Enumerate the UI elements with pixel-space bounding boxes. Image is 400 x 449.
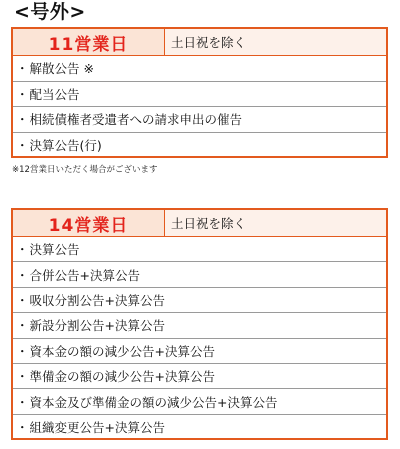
- bullet: ・: [16, 343, 29, 359]
- list-item: [13, 82, 386, 108]
- bullet: ・: [16, 394, 29, 410]
- list-item: [13, 339, 386, 364]
- bullet: ・: [16, 369, 29, 385]
- list-item: [13, 415, 386, 440]
- bullet: ・: [16, 242, 29, 258]
- bullet: ・: [16, 420, 29, 436]
- list-item: [13, 389, 386, 414]
- item-text: 準備金の額の減少公告+決算公告: [29, 369, 215, 385]
- item-text: 相続債権者受遺者への請求申出の催告: [29, 112, 243, 128]
- bullet: ・: [16, 292, 29, 308]
- item-text: 資本金及び準備金の額の減少公告+決算公告: [29, 394, 278, 410]
- table-header: [13, 29, 386, 56]
- item-text: 新設分割公告+決算公告: [29, 318, 165, 334]
- item-text: 配当公告: [29, 86, 80, 102]
- bullet: ・: [16, 318, 29, 334]
- list-item: [13, 56, 386, 82]
- page-heading: <号外>: [14, 1, 86, 23]
- bullet: ・: [16, 138, 29, 154]
- item-text: 決算公告: [29, 242, 80, 258]
- schedule-table-14-days: [11, 208, 388, 440]
- list-item: [13, 133, 386, 159]
- list-item: [13, 313, 386, 338]
- footnote: ※12営業日いただく場合がございます: [12, 165, 158, 175]
- list-item: [13, 237, 386, 262]
- bullet: ・: [16, 86, 29, 102]
- item-text: 資本金の額の減少公告+決算公告: [29, 343, 215, 359]
- excluding-holidays-note: 土日祝を除く: [165, 29, 386, 55]
- excluding-holidays-note: 土日祝を除く: [165, 210, 386, 236]
- item-text: 解散公告 ※: [29, 61, 94, 77]
- bullet: ・: [16, 61, 29, 77]
- list-item: [13, 262, 386, 287]
- item-text: 組織変更公告+決算公告: [29, 420, 165, 436]
- business-days-label: 14営業日: [13, 210, 165, 236]
- business-days-label: 11営業日: [13, 29, 165, 55]
- list-item: [13, 364, 386, 389]
- bullet: ・: [16, 267, 29, 283]
- table-header: [13, 210, 386, 237]
- item-text: 合併公告+決算公告: [29, 267, 140, 283]
- bullet: ・: [16, 112, 29, 128]
- list-item: [13, 288, 386, 313]
- item-text: 決算公告(行): [29, 138, 102, 154]
- schedule-table-11-days: [11, 27, 388, 158]
- list-item: [13, 107, 386, 133]
- item-text: 吸収分割公告+決算公告: [29, 292, 165, 308]
